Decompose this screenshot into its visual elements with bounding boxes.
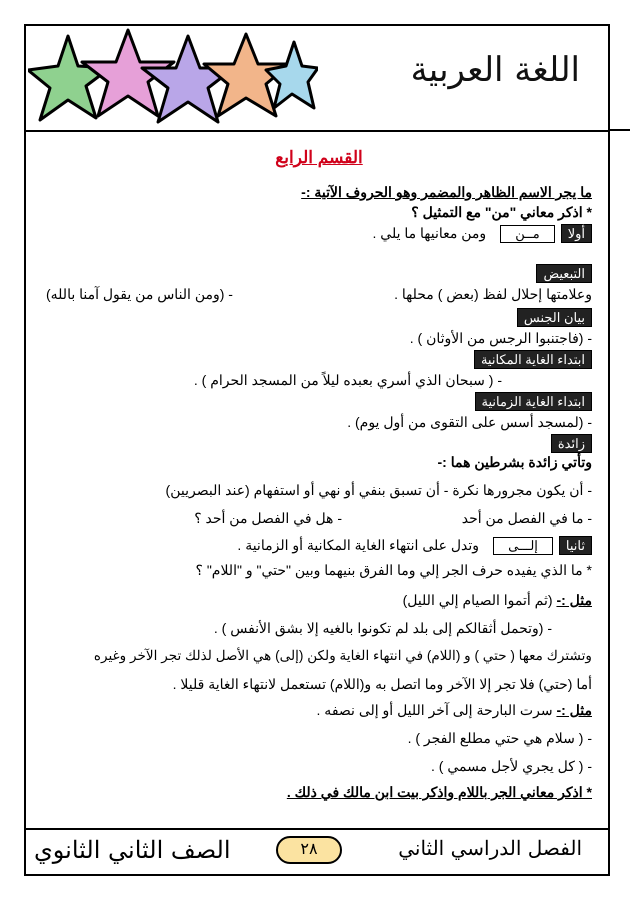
line-text: ومن معانيها ما يلي . [372,225,487,241]
header-divider-tick [608,129,630,131]
second-item-line [46,536,592,555]
semester-label: الفصل الدراسي الثاني [398,836,582,860]
example-text: - ما في الفصل من أحد [461,510,592,526]
meaning-label: ابتداء الغاية الزمانية [475,392,593,411]
example-line: - (فاجتنبوا الرجس من الأوثان ) . [409,330,592,346]
subject-title: اللغة العربية [410,50,580,90]
letter-box: إلـــى [493,537,553,555]
question-line: * اذكر معاني الجر باللام واذكر بيت ابن مالك في ذلك . [286,784,592,800]
line-text: وتدل على انتهاء الغاية المكانية أو الزمانية . [237,537,480,553]
item-label: أولا [561,224,592,243]
conditions-line: وتأتي زائدة بشرطين هما :- [437,454,592,470]
meaning-label: بيان الجنس [517,308,592,327]
example-line: - ( كل يجري لأجل مسمي ) . [431,758,592,774]
first-item-line [46,224,592,243]
footer-divider [24,828,610,830]
item-label: ثانيا [559,536,592,555]
explanation-line: أما (حتي) فلا تجر إلا الآخر وما اتصل به و(اللام) تستعمل لانتهاء الغاية قليلا . [172,676,592,692]
example-text: - (ومن الناس من يقول آمنا بالله) [46,286,233,302]
meaning-label: التبعيض [536,264,592,283]
meaning-heading [46,350,592,369]
meaning-heading [46,392,592,411]
line-text: وعلامتها إحلال لفظ (بعض ) محلها . [394,286,592,302]
line-text: (ثم أتموا الصيام إلي الليل) [402,592,553,608]
example-heading-line [46,592,592,609]
section-title: القسم الرابع [275,148,363,167]
meaning-heading [46,308,592,327]
grade-label: الصف الثاني الثانوي [34,836,231,864]
question-line: * اذكر معاني "من" مع التمثيل ؟ [411,204,592,220]
example-line: - (وتحمل أثقالكم إلى بلد لم تكونوا بالغيه إلا بشق الأنفس ) . [213,620,552,636]
meaning-heading [46,434,592,453]
example-heading-line [46,702,592,719]
example-heading: مثل :- [556,592,592,608]
example-line: - ( سبحان الذي أسري بعبده ليلاً من المسجد الحرام ) . [193,372,502,388]
intro-line: ما يجر الاسم الظاهر والمضمر وهو الحروف الآتية :- [301,184,592,200]
meaning-label: ابتداء الغاية المكانية [474,350,592,369]
meaning-label: زائدة [551,434,592,453]
letter-box: مــن [500,225,554,243]
conditions-detail: - أن يكون مجرورها نكرة - أن تسبق بنفي أو نهي أو استفهام (عند البصريين) [165,482,592,498]
example-text: - هل في الفصل من أحد ؟ [194,510,342,526]
examples-line [46,510,592,527]
star-icon [266,42,318,108]
meaning-heading [46,264,592,283]
question-line: * ما الذي يفيده حرف الجر إلي وما الفرق بنيهما وبين "حتي" و "اللام" ؟ [195,562,592,578]
example-line: - ( سلام هي حتي مطلع الفجر ) . [407,730,592,746]
example-line: - (لمسجد أسس على التقوى من أول يوم) . [347,414,592,430]
explanation-line: وتشترك معها ( حتي ) و (اللام) في انتهاء الغاية ولكن (إلى) هي الأصل لذلك تجر الآخر وغيره [93,648,592,663]
star-icon [28,36,110,120]
line-text: سرت البارحة إلى آخر الليل أو إلى نصفه . [316,702,553,718]
page-number: ٢٨ [276,836,342,864]
meaning-line [46,286,592,303]
example-heading: مثل :- [556,702,592,718]
decorative-stars [28,28,318,132]
